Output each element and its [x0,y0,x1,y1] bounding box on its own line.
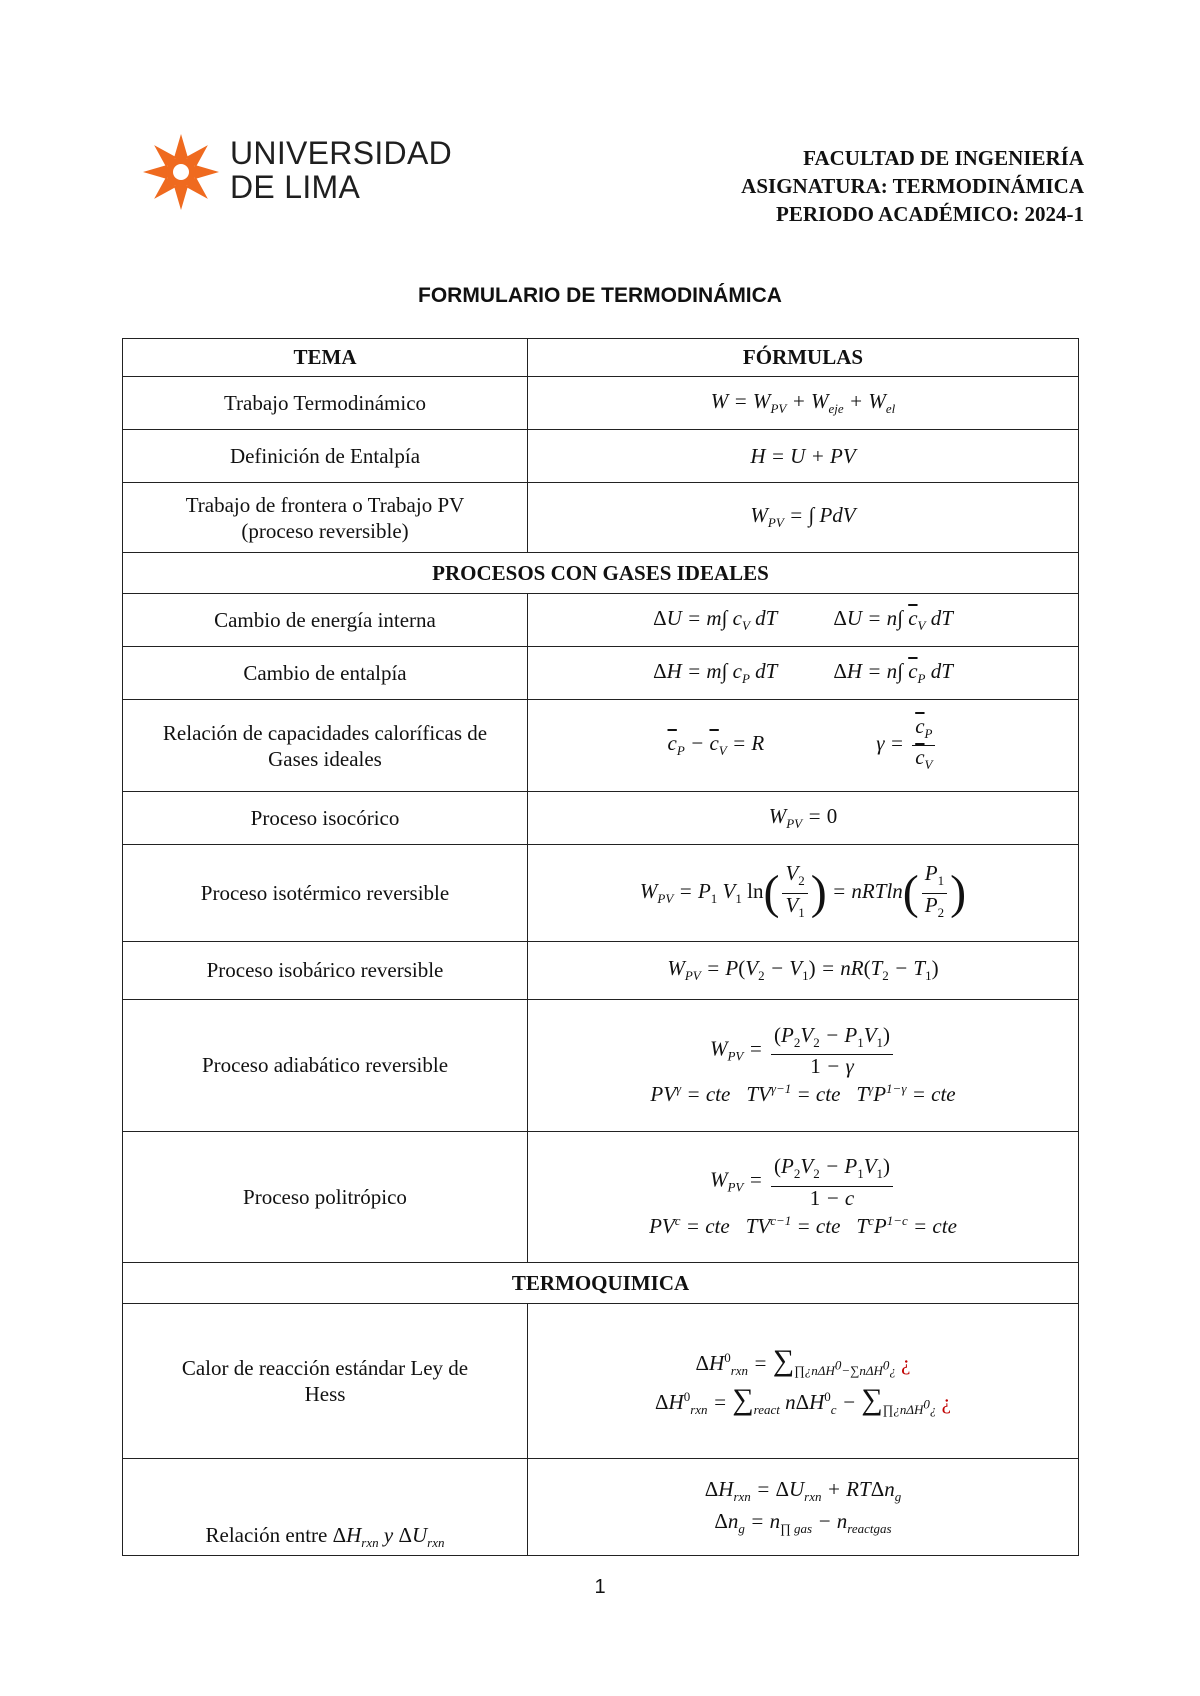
formula-adiabatico: $W_{PV}$ = $\frac{(P_2V_2 - P_1V_1)}{1 - \gamma}$ $PV^\gamma$ = cte $TV^{\gamma-1}$ = cte $T^\gamma P^{1-\gamma}$ = cte [528,1000,1079,1132]
course-header [741,144,1084,228]
formula-isobarico: $W_{PV} = P(V_2 - V_1) = nR(T_2 - T_1)$ [528,942,1079,1000]
column-header-tema: TEMA [123,339,528,377]
row-label-trabajo: Trabajo Termodinámico [123,377,528,430]
row-label-politropico: Proceso politrópico [123,1132,528,1263]
formula-isotermico: $W_{PV} = P_1$ $V_1$ ln( $\frac{V_2}{V_1}$ ) = nRTln( $\frac{P_1}{P_2}$ ) [528,845,1079,942]
formula-relacion: $\Delta H_{rxn} = \Delta U_{rxn} + RT\Delta n_g$ $\Delta n_g = n_{\prod gas} - n_{reactgas}$ [528,1459,1079,1556]
row-label-isocorico: Proceso isocórico [123,792,528,845]
formula-hess: $\Delta H^0_{rxn} = \sum_{\prod¿n\Delta H^0-\sum n\Delta H^0¿}$ ¿ $\Delta H^0_{rxn} = \sum_{react}$ $n\Delta H^0_c - \sum_{\prod¿n\Delta H^0¿}$ ¿ [528,1304,1079,1459]
column-header-formulas: FÓRMULAS [528,339,1079,377]
formula-energia-interna: ΔU = m∫ $c_V$ dT ΔU = n∫ $\overline{c}_V$ dT [528,594,1079,647]
table-row [123,594,1079,647]
table-header-row [123,339,1079,377]
row-label-isotermico: Proceso isotérmico reversible [123,845,528,942]
formula-entalpia-cambio: ΔH = m∫ $c_P$ dT ΔH = n∫ $\overline{c}_P$ dT [528,647,1079,700]
page-title: FORMULARIO DE TERMODINÁMICA [418,284,782,307]
section-row [123,553,1079,594]
formula-politropico: $W_{PV}$ = $\frac{(P_2V_2 - P_1V_1)}{1 - c}$ $PV^c$ = cte $TV^{c-1}$ = cte $T^cP^{1-c}$ = cte [528,1132,1079,1263]
row-label-adiabatico: Proceso adiabático reversible [123,1000,528,1132]
table-row [123,647,1079,700]
row-label-entalpia: Definición de Entalpía [123,430,528,483]
table-row [123,942,1079,1000]
row-label-entalpia-cambio: Cambio de entalpía [123,647,528,700]
formula-isocorico: $W_{PV} = 0$ [528,792,1079,845]
table-row [123,377,1079,430]
table-row [123,1459,1079,1556]
page-number: 1 [594,1576,606,1598]
formula-entalpia: H = U + PV [528,430,1079,483]
table-row [123,1132,1079,1263]
star-emblem-icon [142,132,220,212]
period-label: PERIODO ACADÉMICO: 2024-1 [776,202,1084,226]
university-logo [142,132,462,216]
university-name: UNIVERSIDAD DE LIMA [230,135,453,205]
table-row [123,845,1079,942]
table-row [123,430,1079,483]
section-termoquimica: TERMOQUIMICA [123,1263,1079,1304]
table-row [123,700,1079,792]
formula-frontera: $W_{PV}$ = ∫ PdV [528,483,1079,553]
row-label-hess: Calor de reacción estándar Ley de Hess [123,1304,528,1459]
table-row [123,1000,1079,1132]
formula-trabajo: $W = W_{PV} + W_{eje} + W_{el}$ [528,377,1079,430]
subject-label: ASIGNATURA: TERMODINÁMICA [741,174,1084,198]
table-row [123,1304,1079,1459]
formula-capacidades: $\overline{c}_P - \overline{c}_V = R$ γ = $\frac{\overline{c}_P}{\overline{c}_V}$ [528,700,1079,792]
row-label-frontera: Trabajo de frontera o Trabajo PV (proceso reversible) [123,483,528,553]
section-row [123,1263,1079,1304]
table-row [123,483,1079,553]
section-gases-ideales: PROCESOS CON GASES IDEALES [123,553,1079,594]
faculty-label: FACULTAD DE INGENIERÍA [803,146,1084,170]
formula-table [122,338,1079,1556]
row-label-energia-interna: Cambio de energía interna [123,594,528,647]
row-label-relacion: Relación entre $\Delta H_{rxn}$ y $\Delta U_{rxn}$ [123,1459,528,1556]
row-label-capacidades: Relación de capacidades caloríficas de Gases ideales [123,700,528,792]
row-label-isobarico: Proceso isobárico reversible [123,942,528,1000]
table-row [123,792,1079,845]
